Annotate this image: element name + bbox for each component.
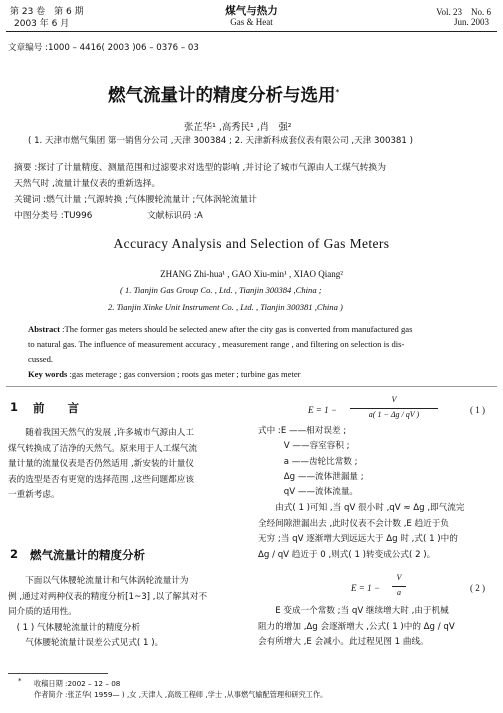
eq2-lhs: E = 1 − xyxy=(351,583,380,593)
abstract-cn-line2: 天然气时 ,流量计量仪表的重新选择。 xyxy=(14,179,161,189)
keywords-en xyxy=(28,369,301,379)
date-en: Jun. 2003 xyxy=(453,17,489,27)
text-line: 煤气转换成了洁净的天然气。原来用于人工煤气流 xyxy=(8,443,198,454)
volume-issue-cn: 第 23 卷 第 6 期 xyxy=(10,7,84,17)
symbol-definitions xyxy=(258,424,364,500)
section-2-title: 燃气流量计的精度分析 xyxy=(30,548,145,562)
abstract-rule xyxy=(6,386,497,387)
text-line: 同介质的适用性。 xyxy=(8,607,77,618)
eq1-lhs: E = 1 − xyxy=(308,405,337,415)
footnote-rule xyxy=(8,673,108,674)
definition-line: Δg ——流体泄漏量 ; xyxy=(258,471,364,482)
eq2-number: ( 2 ) xyxy=(470,583,485,593)
abstract-en-line3: cussed. xyxy=(28,354,54,364)
section-1-number: 1 xyxy=(10,400,19,414)
document-code: 文献标识码 :A xyxy=(147,211,203,221)
header-rule xyxy=(6,31,497,32)
title-en: Accuracy Analysis and Selection of Gas Meters xyxy=(113,236,390,251)
text-line: 一重新考虑。 xyxy=(8,490,60,501)
abstract-en-text1: :The former gas meters should be selected anew after the city gas is converted from manufactured gas xyxy=(59,324,413,334)
section-2-paragraph xyxy=(8,574,207,652)
section-1-title: 前 言 xyxy=(33,401,79,415)
authors-en: ZHANG Zhi-hua¹ , GAO Xiu-min¹ , XIAO Qiang² xyxy=(160,269,343,279)
text-line: 例 ,通过对两种仪表的精度分析[1~3] ,以了解其对不 xyxy=(8,591,208,602)
clc-number: 中图分类号 :TU996 xyxy=(14,211,93,221)
received-date: 收稿日期 :2002 – 12 – 08 xyxy=(34,679,121,688)
author-bio: 作者简介 :张芷华( 1959— ) ,女 ,天津人 ,高级工程师 ,学士 ,从事燃气输配管理和研究工作。 xyxy=(34,690,328,699)
definition-line: qV ——流体流量。 xyxy=(258,487,359,498)
title-cn xyxy=(108,82,339,107)
text-line: 下面以气体腰轮流量计和气体涡轮流量计为 xyxy=(8,576,189,586)
authors-cn: 张芷华¹ ,高秀民¹ ,肖 强² xyxy=(184,122,292,133)
abstract-en-line1 xyxy=(28,324,412,334)
eq2-fraction-bar xyxy=(392,586,406,587)
text-line: E 变成一个常数 ;当 qV 继续增大时 ,由于机械 xyxy=(258,606,449,616)
title-cn-text: 燃气流量计的精度分析与选用 xyxy=(108,86,336,106)
affiliation-en-2: 2. Tianjin Xinke Unit Instrument Co. , Ltd. , Tianjin 300381 ,China ) xyxy=(108,302,343,312)
eq1-number: ( 1 ) xyxy=(470,405,485,415)
definition-line: 式中 :E ——相对误差 ; xyxy=(258,426,347,436)
journal-title-cn: 煤气与热力 xyxy=(225,5,278,17)
abstract-en-line2: to natural gas. The influence of measurement accuracy , measurement range , and filtering on selection is dis- xyxy=(28,339,405,349)
text-line: 表的选型是否有更宽的选择范围 ,这些问题都应该 xyxy=(8,474,194,485)
abstract-en-label: Abstract xyxy=(28,324,60,334)
text-line: 全经间隙泄漏出去 ,此时仪表不会计数 ,E 趋近于负 xyxy=(258,518,449,529)
journal-title-en: Gas & Heat xyxy=(230,17,273,27)
text-line: 由式( 1 )可知 ,当 qV 很小时 ,qV ≈ Δg ,即气流完 xyxy=(258,503,465,513)
right-paragraph-2 xyxy=(258,604,455,651)
footnote-mark: * xyxy=(18,677,22,685)
title-footnote-mark: * xyxy=(335,88,340,97)
keywords-en-text: :gas meterage ; gas conversion ; roots gas meter ; turbine gas meter xyxy=(67,369,301,379)
text-line: ( 1 ) 气体腰轮流量计的精度分析 xyxy=(8,622,141,633)
eq2-denominator: a xyxy=(397,588,401,597)
text-line: 气体腰轮流量计误差公式见式( 1 )。 xyxy=(8,638,164,649)
text-line: Δg / qV 趋近于 0 ,则式( 1 )转变成公式( 2 )。 xyxy=(258,549,436,560)
keywords-en-label: Key words xyxy=(28,369,68,379)
article-id: 文章编号 :1000 – 4416( 2003 )06 – 0376 – 03 xyxy=(8,43,199,53)
definition-line: a ——齿轮比常数 ; xyxy=(258,456,358,467)
keywords-cn: 关键词 :燃气计量 ;气源转换 ;气体腰轮流量计 ;气体涡轮流量计 xyxy=(14,195,257,205)
eq2-numerator: V xyxy=(396,573,402,582)
text-line: 阻力的增加 ,Δg 会逐渐增大 ,公式( 1 )中的 Δg / qV xyxy=(258,621,455,632)
text-line: 随着我国天然气的发展 ,许多城市气源由人工 xyxy=(8,428,194,438)
eq1-denominator: a( 1 − Δg / qV ) xyxy=(368,410,420,419)
section-1-paragraph xyxy=(8,426,197,504)
text-line: 会有所增大 ,E 会减小。此过程见图 1 曲线。 xyxy=(258,637,429,648)
eq1-fraction-bar xyxy=(350,408,438,409)
text-line: 量计量的流量仪表是否仍然适用 ,新安装的计量仪 xyxy=(8,459,194,470)
date-cn: 2003 年 6 月 xyxy=(14,19,70,29)
abstract-cn-line1: 摘要 :探讨了计量精度、测量范围和过滤要求对选型的影响 ,并讨论了城市气源由人工煤气转换为 xyxy=(14,163,387,173)
affiliation-en-1: ( 1. Tianjin Gas Group Co. , Ltd. , Tianjin 300384 ,China ; xyxy=(120,285,322,295)
text-line: 无穷 ;当 qV 逐渐增大到远远大于 Δg 时 ,式( 1 )中的 xyxy=(258,534,458,545)
definition-line: V ——容室容积 ; xyxy=(258,441,350,452)
right-paragraph-1 xyxy=(258,501,464,563)
section-2-number: 2 xyxy=(10,547,19,561)
eq1-numerator: V xyxy=(391,395,397,404)
affiliations-cn: ( 1. 天津市燃气集团 第一销售分公司 ,天津 300384 ; 2. 天津新科成套仪表有限公司 ,天津 300381 ) xyxy=(28,136,413,146)
volume-issue-en: Vol. 23 No. 6 xyxy=(436,7,491,17)
